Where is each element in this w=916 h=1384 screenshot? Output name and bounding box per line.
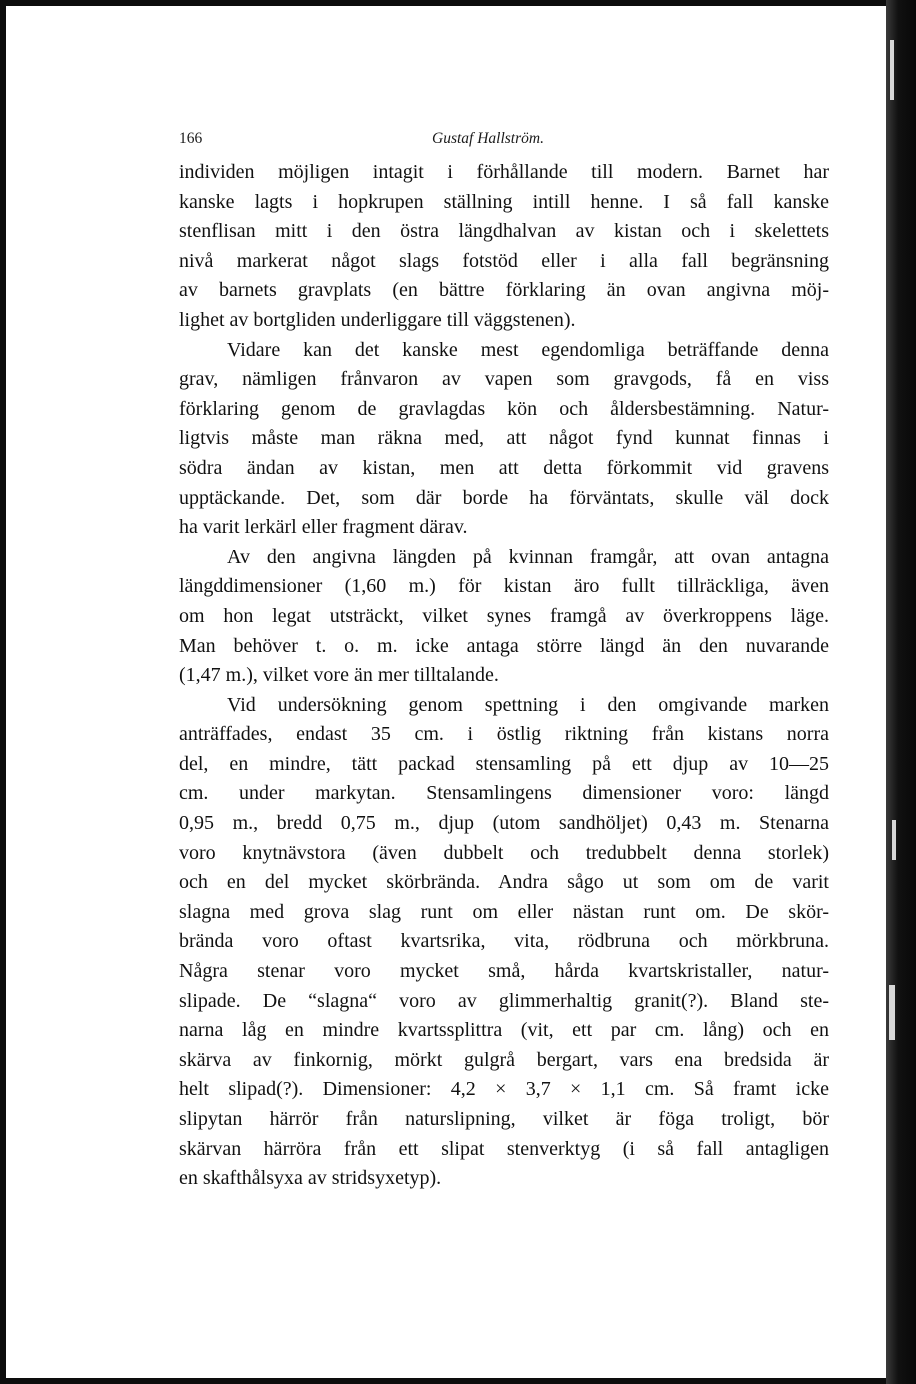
text-line: skärva av finkornig, mörkt gulgrå bergart, vars ena bredsida är — [179, 1048, 829, 1071]
page-edge-shadow — [886, 0, 916, 1384]
text-line: förklaring genom de gravlagdas kön och åldersbestämning. Natur- — [179, 397, 829, 420]
text-line: narna låg en mindre kvartssplittra (vit, ett par cm. lång) och en — [179, 1019, 829, 1042]
text-line: 0,95 m., bredd 0,75 m., djup (utom sandhöljet) 0,43 m. Stenarna — [179, 812, 829, 835]
text-line: (1,47 m.), vilket vore än mer tilltalande. — [179, 664, 499, 687]
text-line: individen möjligen intagit i förhållande till modern. Barnet har — [179, 161, 829, 183]
text-line: Av den angivna längden på kvinnan framgår, att ovan antagna — [227, 545, 829, 568]
text-line: nivå markerat något slags fotstöd eller i alla fall begränsning — [179, 249, 829, 272]
text-line: och en del mycket skörbrända. Andra sågo ut som om de varit — [179, 871, 829, 894]
text-line: anträffades, endast 35 cm. i östlig riktning från kistans norra — [179, 723, 829, 746]
text-line: upptäckande. Det, som där borde ha förväntats, skulle väl dock — [179, 486, 829, 509]
text-line: brända voro oftast kvartsrika, vita, rödbruna och mörkbruna. — [179, 930, 829, 953]
text-line: av barnets gravplats (en bättre förklaring än ovan angivna möj- — [179, 279, 829, 302]
running-header — [179, 130, 829, 152]
page-number: 166 — [179, 130, 203, 147]
text-line: slipytan härrör från naturslipning, vilket är föga troligt, bör — [179, 1108, 829, 1130]
text-line: slipade. De “slagna“ voro av glimmerhaltig granit(?). Bland ste- — [179, 989, 829, 1012]
text-line: om hon legat utsträckt, vilket synes framgå av överkroppens läge. — [179, 604, 829, 627]
text-line: en skafthålsyxa av stridsyxetyp). — [179, 1167, 442, 1190]
text-line: Några stenar voro mycket små, hårda kvartskristaller, natur- — [179, 960, 829, 983]
text-line: södra ändan av kistan, men att detta förkommit vid gravens — [179, 456, 829, 479]
text-line: voro knytnävstora (även dubbelt och tredubbelt denna storlek) — [179, 841, 829, 864]
text-line: grav, nämligen frånvaron av vapen som gravgods, få en viss — [179, 368, 829, 391]
text-line: Vidare kan det kanske mest egendomliga beträffande denna — [227, 338, 829, 361]
text-line: stenflisan mitt i den östra längdhalvan av kistan och i skelettets — [179, 220, 829, 243]
edge-mark — [892, 820, 896, 860]
text-line: längddimensioner (1,60 m.) för kistan äro fullt tillräckliga, även — [179, 575, 829, 598]
text-line: del, en mindre, tätt packad stensamling på ett djup av 10—25 — [179, 752, 829, 775]
edge-mark — [889, 985, 895, 1040]
edge-mark — [890, 40, 894, 100]
running-head-author: Gustaf Hallström. — [432, 130, 544, 147]
body-text — [179, 158, 829, 1194]
text-line: helt slipad(?). Dimensioner: 4,2 × 3,7 × 1,1 cm. Så framt icke — [179, 1078, 829, 1101]
text-line: cm. under markytan. Stensamlingens dimensioner voro: längd — [179, 782, 829, 805]
text-line: slagna med grova slag runt om eller nästan runt om. De skör- — [179, 900, 829, 923]
text-line: Vid undersökning genom spettning i den omgivande marken — [227, 693, 829, 716]
text-line: ligtvis måste man räkna med, att något fynd kunnat finnas i — [179, 427, 829, 450]
book-page — [6, 6, 886, 1378]
text-line: Man behöver t. o. m. icke antaga större längd än den nuvarande — [179, 634, 829, 657]
text-line: kanske lagts i hopkrupen ställning intill henne. I så fall kanske — [179, 190, 829, 213]
text-line: ha varit lerkärl eller fragment därav. — [179, 516, 468, 539]
text-line: lighet av bortgliden underliggare till väggstenen). — [179, 308, 576, 331]
text-line: skärvan härröra från ett slipat stenverktyg (i så fall antagligen — [179, 1137, 829, 1160]
